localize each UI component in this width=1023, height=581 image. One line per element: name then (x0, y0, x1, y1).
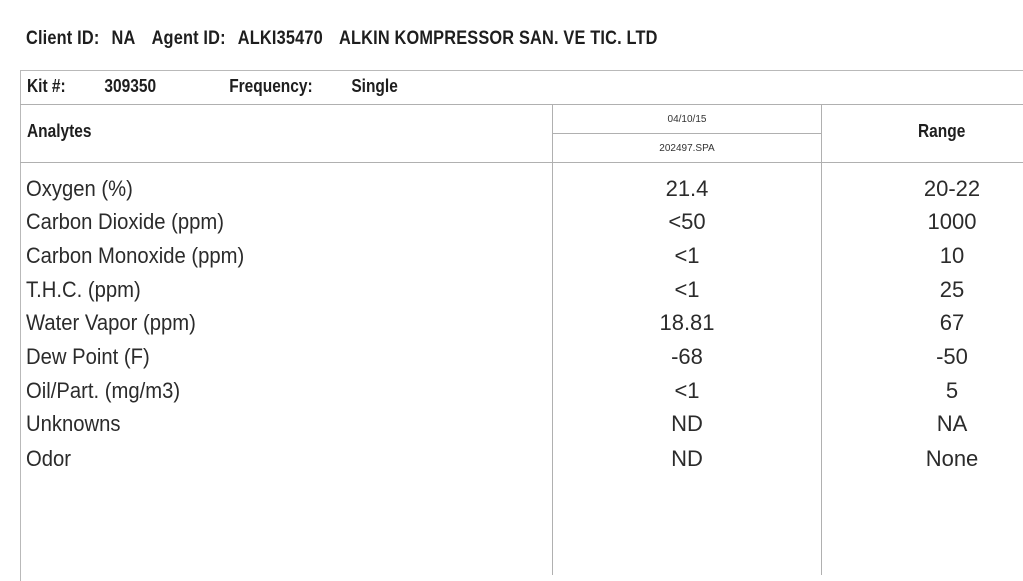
header-row-divider (20, 162, 1023, 163)
analytes-column-header: Analytes (27, 121, 92, 141)
analyte-name: Oxygen (%) (26, 176, 133, 201)
analyte-name: Odor (26, 446, 72, 471)
table-row (0, 207, 1023, 240)
table-row (0, 174, 1023, 207)
result-value: <50 (668, 209, 706, 234)
result-value: <1 (674, 277, 700, 302)
table-row (0, 308, 1023, 341)
result-value: <1 (674, 243, 700, 268)
range-value: 10 (939, 243, 965, 268)
report-header (26, 28, 670, 50)
range-value: -50 (936, 344, 968, 369)
frequency-label: Frequency: (229, 76, 313, 96)
table-row (0, 444, 1023, 477)
analyte-name: Unknowns (26, 411, 121, 436)
agent-id-value: ALKI35470 (237, 28, 323, 49)
agent-id-label: Agent ID: (151, 28, 226, 49)
sample-id: 202497.SPA (659, 143, 715, 154)
result-value: ND (671, 446, 703, 471)
range-value: None (925, 446, 979, 471)
range-column-header: Range (918, 121, 966, 141)
analyte-name: Dew Point (F) (26, 344, 150, 369)
table-row (0, 241, 1023, 274)
table-row (0, 342, 1023, 375)
kit-label: Kit #: (27, 76, 66, 96)
result-value: 21.4 (665, 176, 709, 201)
frequency-value: Single (351, 76, 398, 96)
analyte-name: Oil/Part. (mg/m3) (26, 378, 181, 403)
result-value: -68 (671, 344, 703, 369)
kit-row-divider (20, 104, 1023, 105)
kit-number: 309350 (104, 76, 157, 96)
range-value: 5 (945, 378, 959, 403)
range-value: NA (936, 411, 968, 436)
range-value: 25 (939, 277, 965, 302)
kit-info-row (27, 76, 467, 97)
sample-date: 04/10/15 (667, 114, 707, 125)
analyte-name: Carbon Monoxide (ppm) (26, 243, 245, 268)
table-row (0, 275, 1023, 308)
analyte-name: Carbon Dioxide (ppm) (26, 209, 224, 234)
range-value: 1000 (927, 209, 977, 234)
sample-subheader-divider (553, 133, 821, 134)
range-value: 67 (939, 310, 965, 335)
table-row (0, 409, 1023, 442)
result-value: <1 (674, 378, 700, 403)
range-value: 20-22 (923, 176, 981, 201)
table-row (0, 376, 1023, 409)
company-name: ALKIN KOMPRESSOR SAN. VE TIC. LTD (339, 28, 658, 49)
analyte-name: Water Vapor (ppm) (26, 310, 196, 335)
result-value: ND (671, 411, 703, 436)
analyte-name: T.H.C. (ppm) (26, 277, 141, 302)
client-id-label: Client ID: (26, 28, 100, 49)
result-value: 18.81 (659, 310, 715, 335)
client-id-value: NA (111, 28, 136, 49)
